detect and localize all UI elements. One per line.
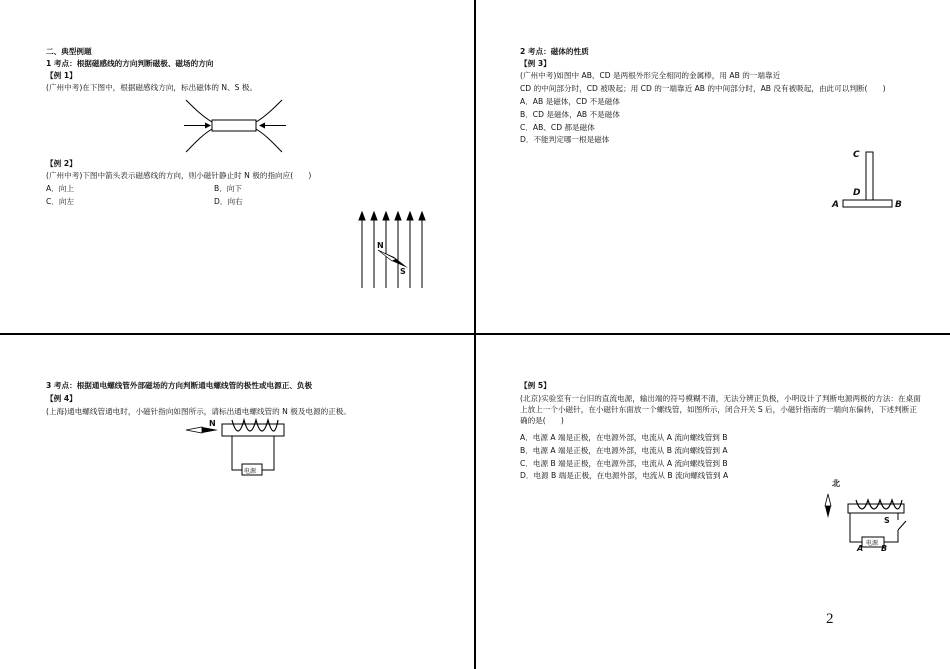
topic-1-title: 1 考点：根据磁感线的方向判断磁极、磁场的方向	[46, 59, 214, 68]
terminal-a-label: A	[857, 544, 864, 553]
topic-3-title: 3 考点：根据通电螺线管外部磁场的方向判断通电螺线管的极性或电源正、负极	[46, 381, 313, 390]
example-3-line-1: (广州中考)如图中 AB、CD 是两根外形完全相同的金属棒，用 AB 的一端靠近	[520, 71, 781, 80]
example-5-option-c: C．电源 B 端是正极，在电源外部，电流从 A 流向螺线管到 B	[520, 459, 728, 468]
section-title: 二、典型例题	[46, 47, 92, 56]
example-2-option-a: A．向上	[46, 184, 74, 193]
example-3-label: 【例 3】	[520, 59, 551, 68]
power-source-label: 电源	[244, 468, 257, 475]
example-3-option-a: A．AB 是磁体，CD 不是磁体	[520, 97, 620, 106]
example-5-option-a: A．电源 A 端是正极，在电源外部，电流从 A 流向螺线管到 B	[520, 433, 728, 442]
example-4-label: 【例 4】	[46, 394, 77, 403]
rod-b-label: B	[895, 200, 902, 210]
example-2-option-c: C．向左	[46, 197, 75, 206]
example-4-text: (上海)通电螺线管通电时，小磁针指向如图所示，请标出通电螺线管的 N 极及电源的正极。	[46, 407, 351, 416]
terminal-b-label: B	[881, 544, 888, 553]
example-3-option-c: C．AB、CD 都是磁体	[520, 123, 595, 132]
example-2-option-d: D．向右	[214, 197, 243, 206]
page-number: 2	[826, 611, 834, 627]
example-2-text: (广州中考)下图中箭头表示磁感线的方向，则小磁针静止时 N 极的指向应( )	[46, 171, 312, 180]
example-3-option-b: B．CD 是磁体，AB 不是磁体	[520, 110, 620, 119]
example-1-label: 【例 1】	[46, 71, 77, 80]
rod-d-label: D	[853, 188, 861, 198]
example-3-option-d: D．不能判定哪一根是磁体	[520, 135, 610, 144]
example-5-label: 【例 5】	[520, 381, 551, 390]
example-2-option-b: B．向下	[214, 184, 242, 193]
rod-a-label: A	[832, 200, 839, 210]
power-source-label-2: 电源	[866, 540, 879, 547]
solenoid-needle-n-label: N	[209, 419, 216, 428]
example-5-text: (北京)实验室有一台旧的直流电源，输出端的符号模糊不清，无法分辨正负极，小明设计了判断电源两极的方法：在桌面上放上一个小磁针，在小磁针东面放一个螺线管，如图所示，闭合开关 S 后，小磁针指南的一端向东偏转，下述判断正确的是( )	[520, 394, 921, 425]
north-label: 北	[832, 479, 840, 488]
needle-n-label: N	[377, 241, 384, 250]
topic-2-title: 2 考点：磁体的性质	[520, 47, 589, 56]
bar-magnet-figure	[180, 98, 290, 156]
solenoid-needle-figure	[184, 418, 294, 480]
example-1-text: (广州中考)在下图中，根据磁感线方向，标出磁体的 N、S 极。	[46, 83, 258, 92]
horizontal-divider	[0, 333, 950, 335]
example-2-label: 【例 2】	[46, 159, 77, 168]
rod-c-label: C	[853, 150, 860, 160]
example-5-option-d: D．电源 B 端是正极，在电源外部，电流从 B 流向螺线管到 A	[520, 471, 729, 480]
example-3-line-2: CD 的中间部分时，CD 被吸起；用 CD 的一端靠近 AB 的中间部分时，AB 没有被吸起，由此可以判断( )	[520, 84, 886, 93]
switch-s-label: S	[884, 516, 890, 525]
needle-s-label: S	[400, 267, 406, 276]
two-rods-figure	[842, 150, 892, 210]
example-5-option-b: B．电源 A 端是正极，在电源外部，电流从 B 流向螺线管到 A	[520, 446, 728, 455]
field-lines-needle-figure	[356, 210, 432, 290]
